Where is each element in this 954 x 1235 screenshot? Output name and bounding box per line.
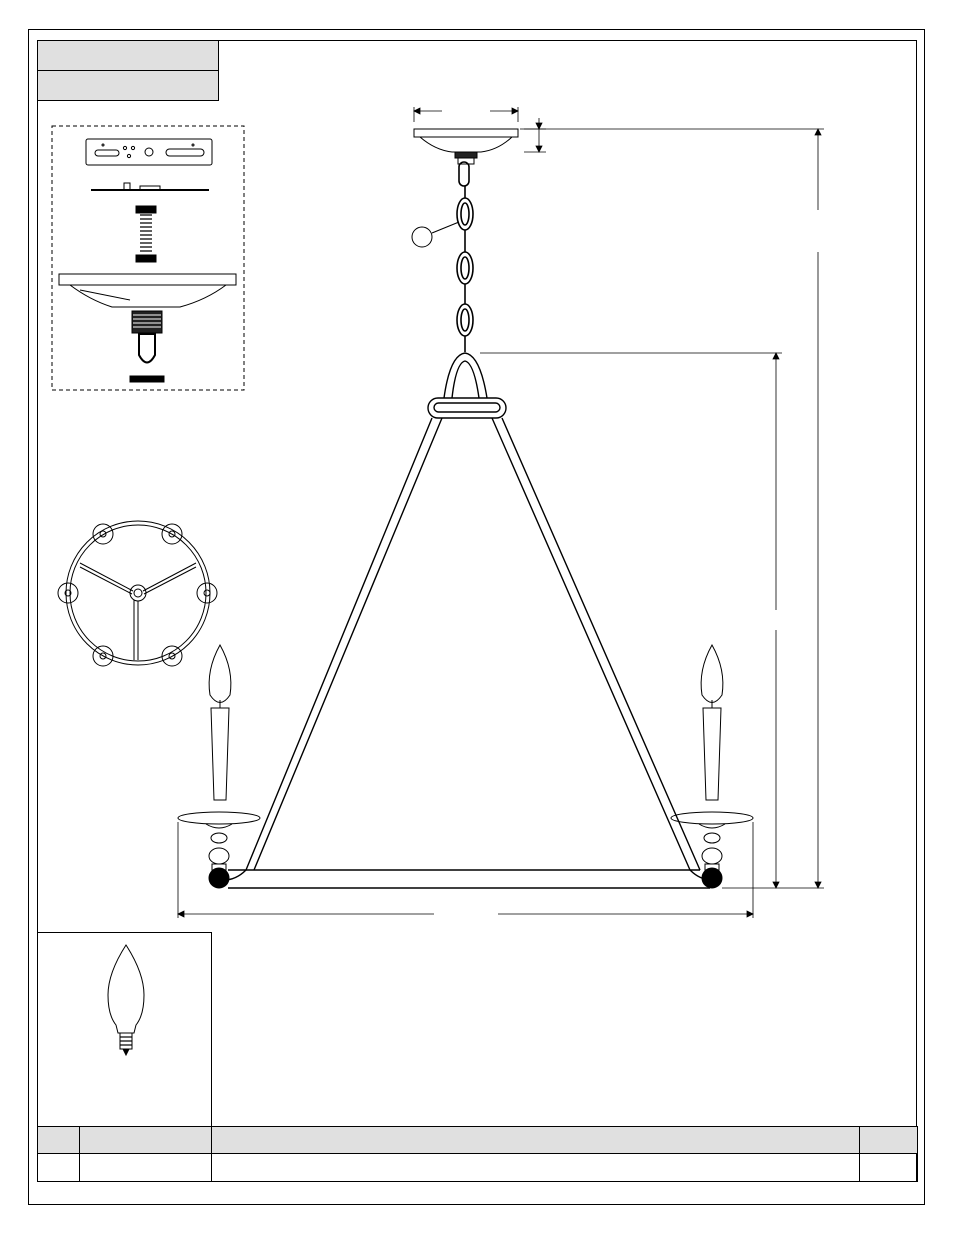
parts-table-cell	[80, 1154, 212, 1182]
dimension-lines	[178, 107, 824, 918]
parts-table-header-cell	[212, 1127, 860, 1154]
parts-table-header-cell	[38, 1127, 80, 1154]
parts-table-cell	[860, 1154, 918, 1182]
table-row	[38, 1154, 918, 1182]
parts-table-cell	[212, 1154, 860, 1182]
parts-table-header-cell	[860, 1127, 918, 1154]
bulb-panel	[37, 932, 212, 1127]
parts-table-header-cell	[80, 1127, 212, 1154]
top-view-detail	[58, 521, 217, 666]
left-candle-arm	[178, 645, 260, 888]
callout-bubble	[412, 222, 459, 247]
canopy	[414, 129, 518, 164]
mounting-hardware-detail	[52, 126, 244, 390]
bulb-icon	[38, 933, 213, 1128]
parts-table-cell	[38, 1154, 80, 1182]
parts-table-header-row	[38, 1127, 918, 1154]
right-candle-arm	[671, 645, 753, 888]
fixture-frame	[224, 353, 712, 888]
chain	[457, 162, 473, 352]
parts-table	[37, 1126, 918, 1182]
